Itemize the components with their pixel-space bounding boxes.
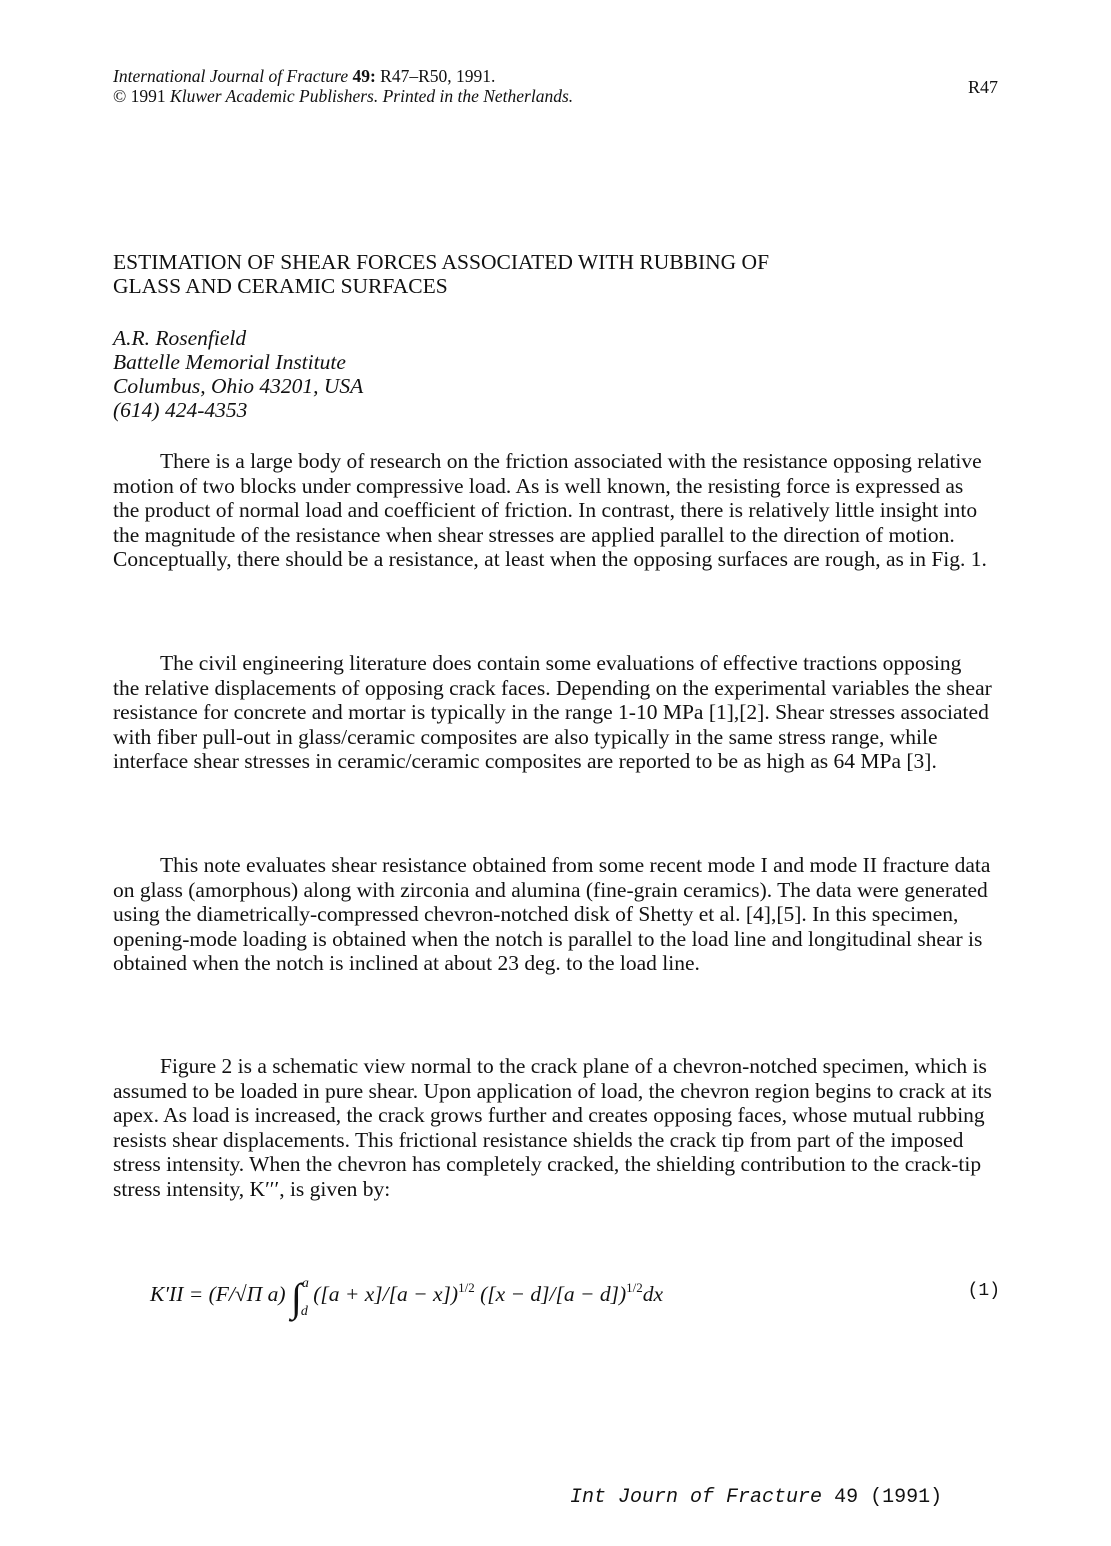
title-line: GLASS AND CERAMIC SURFACES (113, 274, 448, 298)
equation-expression (150, 1275, 664, 1320)
paragraph (113, 449, 993, 572)
paragraph-text: There is a large body of research on the friction associated with the resistance opposing relative motion of two blocks under compressive load. As is well known, the resisting force is expressed as the product of normal load and coefficient of friction. In contrast, there is relatively little insight into the magnitude of the resistance when shear stresses are applied parallel to the direction of motion. Conceptually, there should be a resistance, at least when the opposing surfaces are rough, as in Fig. 1. (113, 449, 987, 572)
equation-number: (1) (967, 1281, 1000, 1301)
paragraph (113, 1054, 993, 1202)
paragraph (113, 651, 993, 774)
author-phone: (614) 424-4353 (113, 398, 248, 422)
title-line: ESTIMATION OF SHEAR FORCES ASSOCIATED WITH RUBBING OF (113, 250, 770, 274)
publisher-line: Kluwer Academic Publishers. Printed in the Netherlands. (170, 86, 574, 106)
journal-pages-year: R47–R50, 1991. (380, 66, 496, 86)
author-affiliation: Battelle Memorial Institute (113, 350, 346, 374)
page-footer (570, 1486, 942, 1509)
author-block (113, 326, 363, 422)
copyright-line (113, 86, 573, 106)
journal-citation-line (113, 66, 573, 86)
journal-volume: 49: (352, 66, 376, 86)
equation-1 (150, 1268, 1000, 1328)
footer-volume-year: 49 (1991) (834, 1486, 943, 1509)
paragraph-text: Figure 2 is a schematic view normal to the crack plane of a chevron-notched specimen, which is assumed to be loaded in pure shear. Upon application of load, the chevron region begins to crack at its apex. As load is increased, the crack grows further and creates opposing faces, whose mutual rubbing resists shear displacements. This frictional resistance shields the crack tip from part of the imposed stress intensity. When the chevron has completely cracked, the shielding contribution to the crack-tip stress intensity, K′′′, is given by: (113, 1054, 992, 1201)
paragraph-text: This note evaluates shear resistance obtained from some recent mode I and mode II fracture data on glass (amorphous) along with zirconia and alumina (fine-grain ceramics). The data were generated using the diametrically-compressed chevron-notched disk of Shetty et al. [4],[5]. In this specimen, opening-mode loading is obtained when the notch is parallel to the load line and longitudinal shear is obtained when the notch is inclined at about 23 deg. to the load line. (113, 853, 991, 976)
author-name: A.R. Rosenfield (113, 326, 247, 350)
equation-exponent-2: 1/2 (626, 1280, 643, 1295)
footer-journal-fracture: Fracture (726, 1486, 823, 1509)
integral-lower-limit: d (300, 1304, 308, 1319)
integral-upper-limit: a (301, 1276, 309, 1291)
integral-sign: ∫ (290, 1275, 302, 1320)
equation-term-2: ([x − d]/[a − d]) (480, 1282, 627, 1306)
equation-term-1: ([a + x]/[a − x]) (313, 1282, 459, 1306)
journal-name: International Journal of Fracture (113, 66, 349, 86)
author-address: Columbus, Ohio 43201, USA (113, 374, 364, 398)
journal-header (113, 66, 573, 106)
paragraph-text: The civil engineering literature does contain some evaluations of effective tractions opposing the relative displacements of opposing crack faces. Depending on the experimental variables the shear resistance for concrete and mortar is typically in the range 1-10 MPa [1],[2]. Shear stresses associated with fiber pull-out in glass/ceramic composites are also typically in the same stress range, while interface shear stresses in ceramic/ceramic composites are reported to be as high as 64 MPa [3]. (113, 651, 992, 774)
paragraph (113, 853, 993, 976)
footer-journal-abbrev: Int Journ of (570, 1486, 715, 1509)
article-title (113, 250, 993, 298)
equation-exponent-1: 1/2 (458, 1280, 475, 1295)
copyright-year: © 1991 (113, 86, 166, 106)
equation-lhs: K′II = (F/√Π a) (150, 1282, 286, 1306)
equation-differential: dx (642, 1282, 664, 1306)
page-number: R47 (968, 77, 999, 97)
